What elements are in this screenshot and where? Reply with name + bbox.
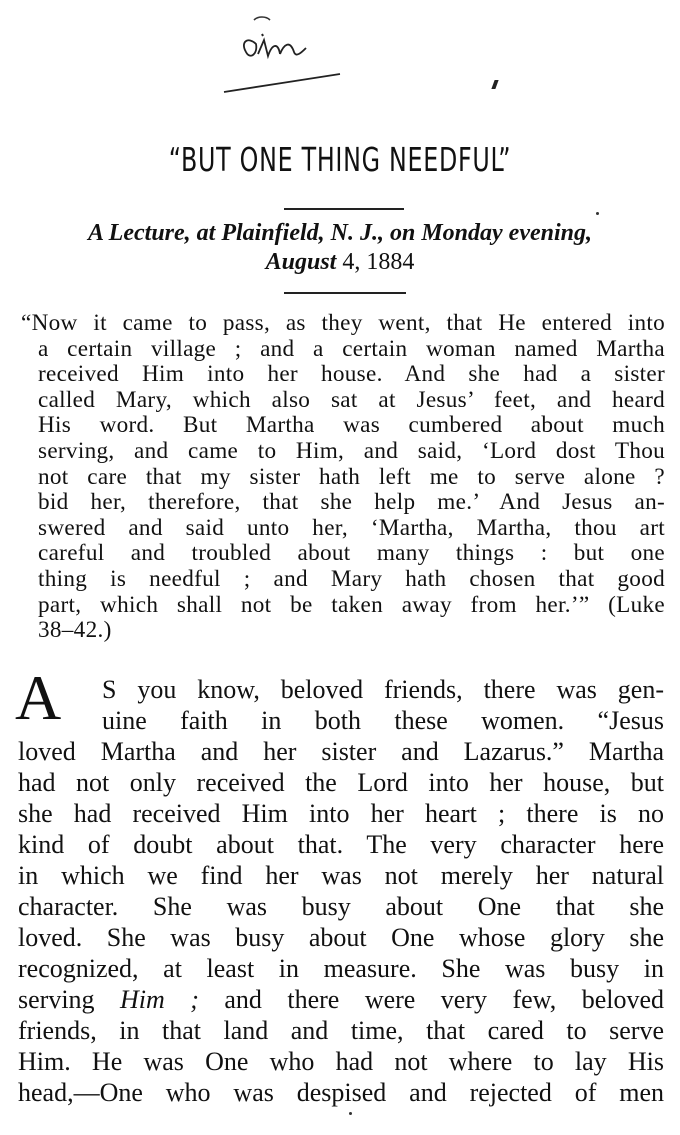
body-line: friends, in that land and time, that cared to serve — [18, 1016, 664, 1045]
body-line: loved Martha and her sister and Lazarus.” Martha — [18, 737, 664, 766]
quote-line: a certain village ; and a certain woman named Martha — [38, 335, 665, 362]
body-line: kind of doubt about that. The very character here — [18, 830, 664, 859]
quote-line: serving, and came to Him, and said, ‘Lord dost Thou — [38, 437, 665, 464]
subtitle-date-rest: 4, 1884 — [336, 249, 415, 275]
page-title: “BUT ONE THING NEEDFUL” — [168, 140, 512, 179]
scripture-quote — [21, 311, 665, 644]
quote-line: careful and troubled about many things : but one — [38, 540, 665, 567]
quote-line: not care that my sister hath left me to serve alone ? — [38, 463, 665, 490]
quote-line: received Him into her house. And she had a sister — [38, 361, 665, 388]
subtitle-line-1: A Lecture, at Plainfield, N. J., on Monday evening, — [88, 220, 592, 246]
body-line: S you know, beloved friends, there was gen- — [102, 675, 664, 704]
body-line: loved. She was busy about One whose glory she — [18, 923, 664, 952]
body-text — [18, 674, 664, 1108]
subtitle-divider — [284, 292, 406, 294]
body-line: recognized, at least in measure. She was busy in — [18, 954, 664, 983]
quote-line: “Now it came to pass, as they went, that He entered into — [21, 310, 665, 336]
body-line — [18, 984, 664, 1015]
title-divider — [284, 208, 404, 210]
quote-line: His word. But Martha was cumbered about much — [38, 412, 665, 439]
body-line-italic: Him ; — [120, 985, 199, 1014]
quote-line: thing is needful ; and Mary hath chosen that good — [38, 565, 665, 592]
body-line: head,—One who was despised and rejected of men — [18, 1078, 664, 1107]
quote-line: called Mary, which also sat at Jesus’ feet, and heard — [38, 386, 665, 413]
body-line: she had received Him into her heart ; there is no — [18, 799, 664, 828]
body-line-segment: serving — [18, 985, 121, 1014]
body-line: character. She was busy about One that she — [18, 892, 664, 921]
handwritten-signature — [222, 14, 352, 100]
ink-speck — [491, 80, 498, 89]
quote-line: part, which shall not be taken away from her.’” (Luke — [38, 591, 665, 618]
quote-line: swered and said unto her, ‘Martha, Martha, thou art — [38, 514, 665, 541]
ink-dot — [349, 1112, 352, 1115]
body-line: uine faith in both these women. “Jesus — [102, 706, 664, 735]
body-line: in which we find her was not merely her natural — [18, 861, 664, 890]
body-line: Him. He was One who had not where to lay His — [18, 1047, 664, 1076]
body-line-segment: and there were very few, beloved — [198, 985, 665, 1014]
lecture-subtitle — [20, 219, 660, 277]
subtitle-date-month: August — [265, 249, 337, 275]
drop-cap: A — [15, 662, 62, 733]
ink-dot — [596, 212, 599, 215]
quote-line: 38–42.) — [38, 617, 112, 644]
quote-line: bid her, therefore, that she help me.’ And Jesus an- — [38, 489, 665, 516]
body-line: had not only received the Lord into her house, but — [18, 768, 664, 797]
